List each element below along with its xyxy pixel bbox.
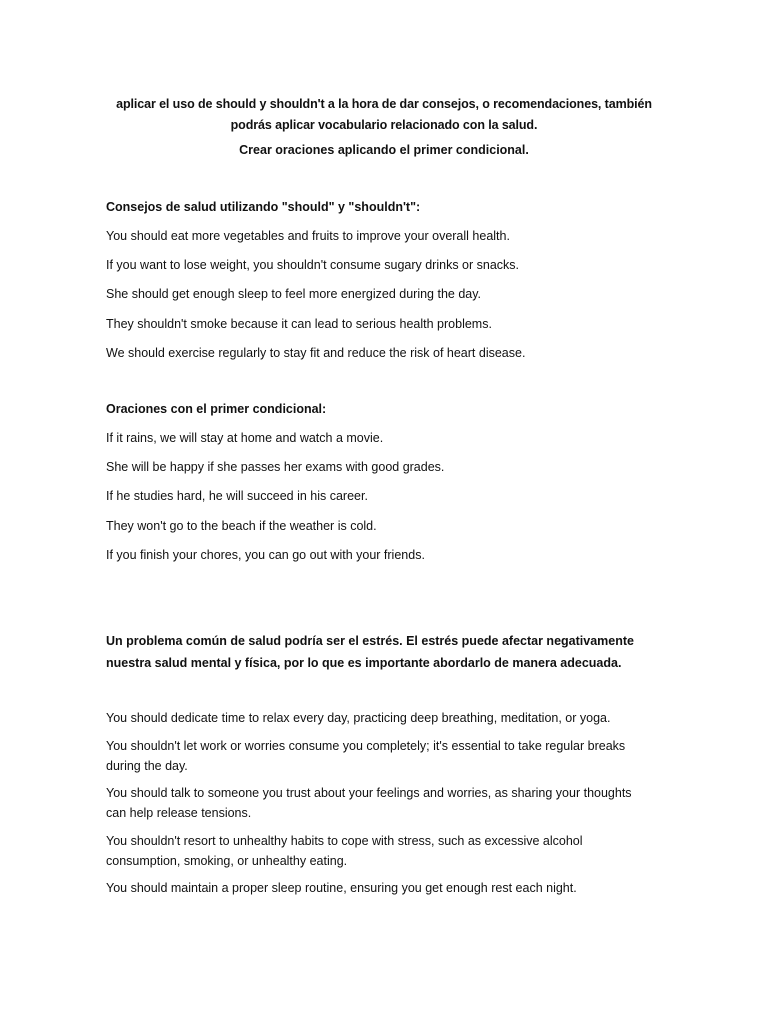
advice-sentence: They shouldn't smoke because it can lead to serious health problems. — [106, 316, 492, 331]
conditional-sentence: If he studies hard, he will succeed in his career. — [106, 489, 368, 504]
stress-intro-paragraph: Un problema común de salud podría ser el estrés. El estrés puede afectar negativamente nuestra salud mental y física, por lo que es importante abordarlo de manera adecuada. — [106, 634, 634, 670]
advice-sentence: She should get enough sleep to feel more energized during the day. — [106, 287, 482, 302]
advice-sentence: You should eat more vegetables and fruits to improve your overall health. — [106, 229, 510, 243]
conditional-sentence: If it rains, we will stay at home and watch a movie. — [106, 431, 384, 445]
advice-sentence: If you want to lose weight, you shouldn't consume sugary drinks or snacks. — [106, 258, 520, 273]
advice-section — [106, 197, 666, 372]
objective-text: aplicar el uso de should y shouldn't a la hora de dar consejos, o recomendaciones, también podrás aplicar vocabulario relacionado con la salud. — [116, 97, 652, 132]
conditional-sentence: She will be happy if she passes her exams with good grades. — [106, 460, 445, 475]
conditional-sentence: If you finish your chores, you can go out with your friends. — [106, 547, 425, 562]
stress-advice-sentence: You should talk to someone you trust about your feelings and worries, as sharing your thoughts can help release tensions. — [106, 786, 632, 820]
conditional-sentence: They won't go to the beach if the weather is cold. — [106, 518, 377, 533]
advice-sentence: We should exercise regularly to stay fit and reduce the risk of heart disease. — [106, 345, 526, 360]
stress-advice-sentence: You should maintain a proper sleep routine, ensuring you get enough rest each night. — [106, 881, 577, 895]
stress-advice-sentence: You should dedicate time to relax every day, practicing deep breathing, meditation, or yoga. — [106, 711, 611, 725]
conditional-section — [106, 399, 666, 574]
conditional-heading: Oraciones con el primer condicional: — [106, 402, 327, 416]
stress-advice-sentence: You shouldn't let work or worries consume you completely; it's essential to take regular breaks during the day. — [106, 738, 626, 773]
stress-advice-sentence: You shouldn't resort to unhealthy habits to cope with stress, such as excessive alcohol consumption, smoking, or unhealthy eating. — [106, 833, 583, 868]
task-text: Crear oraciones aplicando el primer condicional. — [239, 143, 529, 157]
stress-section — [106, 630, 666, 674]
advice-heading: Consejos de salud utilizando "should" y "shouldn't": — [106, 200, 421, 214]
stress-advice-list — [106, 708, 666, 906]
